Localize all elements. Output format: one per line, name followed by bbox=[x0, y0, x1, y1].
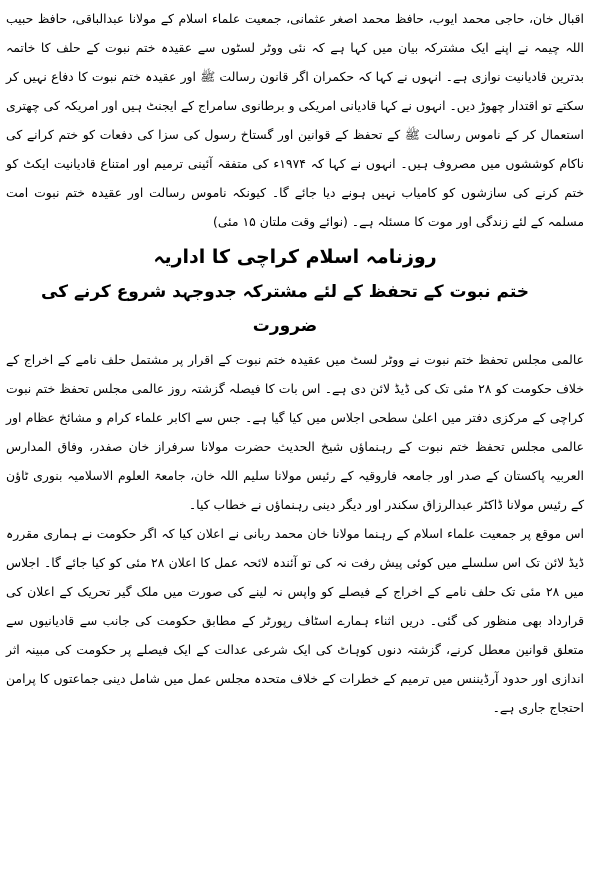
intro-paragraph: اقبال خان، حاجی محمد ایوب، حافظ محمد اصغر عثمانی، جمعیت علماء اسلام کے مولانا عبدالباقی، حافظ حبیب اللہ چیمہ نے اپنے ایک مشترکہ بیان میں کہا ہے کہ نئی ووٹر لسٹوں سے عقیدہ ختم نبوت کے حلف کا خاتمہ بدترین قادیانیت نوازی ہے۔ انہوں نے کہا کہ حکمران اگر قانون رسالت ﷺ اور عقیدہ ختم نبوت کا دفاع نہیں کر سکتے تو اقتدار چھوڑ دیں۔ انہوں نے کہا قادیانی امریکی و برطانوی سامراج کے ایجنٹ ہیں اور امریکہ کی چھتری استعمال کر کے ناموس رسالت ﷺ کے تحفظ کے قوانین اور گستاخ رسول کی سزا کی دفعات کو ختم کرانے کی ناکام کوششوں میں مصروف ہیں۔ انہوں نے کہا کہ ۱۹۷۴ء کی متفقہ آئینی ترمیم اور امتناع قادیانیت ایکٹ کو ختم کرنے کی سازشوں کو کامیاب نہیں ہونے دیا جائے گا۔ کیونکہ ناموس رسالت اور عقیدہ ختم نبوت امت مسلمہ کے لئے زندگی اور موت کا مسئلہ ہے۔ (نوائے وقت ملتان ۱۵ مئی) bbox=[6, 11, 584, 229]
editorial-title: روزنامہ اسلام کراچی کا اداریہ bbox=[153, 246, 437, 268]
editorial-subtitle: ختم نبوت کے تحفظ کے لئے مشترکہ جدوجہد شروع کرنے کی ضرورت bbox=[40, 282, 530, 336]
editorial-paragraph-2: اس موقع پر جمعیت علماء اسلام کے رہنما مولانا خان محمد ربانی نے اعلان کیا کہ اگر حکومت نے ہماری مقررہ ڈیڈ لائن تک اس سلسلے میں کوئی پیش رفت نہ کی تو آئندہ لائحہ عمل کا اعلان ۲۸ مئی کو کیا جائے گا۔ اجلاس میں ۲۸ مئی تک حلف نامے کے اخراج کے فیصلے کو واپس نہ لینے کی صورت میں ملک گیر تحریک کے اعلان کی قرارداد بھی منظور کی گئی۔ دریں اثناء ہمارے اسٹاف رپورٹر کے مطابق حکومت کی جانب سے قادیانیوں سے متعلق قوانین معطل کرنے، گزشتہ دنوں کوہاٹ کی ایک شرعی عدالت کے ایک فیصلے پر حکومت کی مبینہ اثر اندازی اور حدود آرڈیننس میں ترمیم کے خطرات کے خلاف متحدہ مجلس عمل میں شامل دینی جماعتوں کا پرامن احتجاج جاری ہے۔ bbox=[6, 526, 585, 715]
editorial-paragraph-1: عالمی مجلس تحفظ ختم نبوت نے ووٹر لسٹ میں عقیدہ ختم نبوت کے اقرار پر مشتمل حلف نامے کے اخراج کے خلاف حکومت کو ۲۸ مئی تک کی ڈیڈ لائن دی ہے۔ اس بات کا فیصلہ گزشتہ روز عالمی مجلس تحفظ ختم نبوت کراچی کے مرکزی دفتر میں اعلیٰ سطحی اجلاس میں کیا گیا ہے۔ جس سے اکابر علماء کرام و مشائخ عظام اور عالمی مجلس تحفظ ختم نبوت کے رہنماؤں شیخ الحدیث حضرت مولانا سرفراز خان صفدر، وفاق المدارس العربیہ پاکستان کے صدر اور جامعہ فاروقیہ کے رئیس مولانا سلیم اللہ خان، جامعۃ العلوم الاسلامیہ بنوری ٹاؤن کے رئیس مولانا ڈاکٹر عبدالرزاق سکندر اور دیگر دینی رہنماؤں نے خطاب کیا۔ bbox=[6, 352, 584, 512]
